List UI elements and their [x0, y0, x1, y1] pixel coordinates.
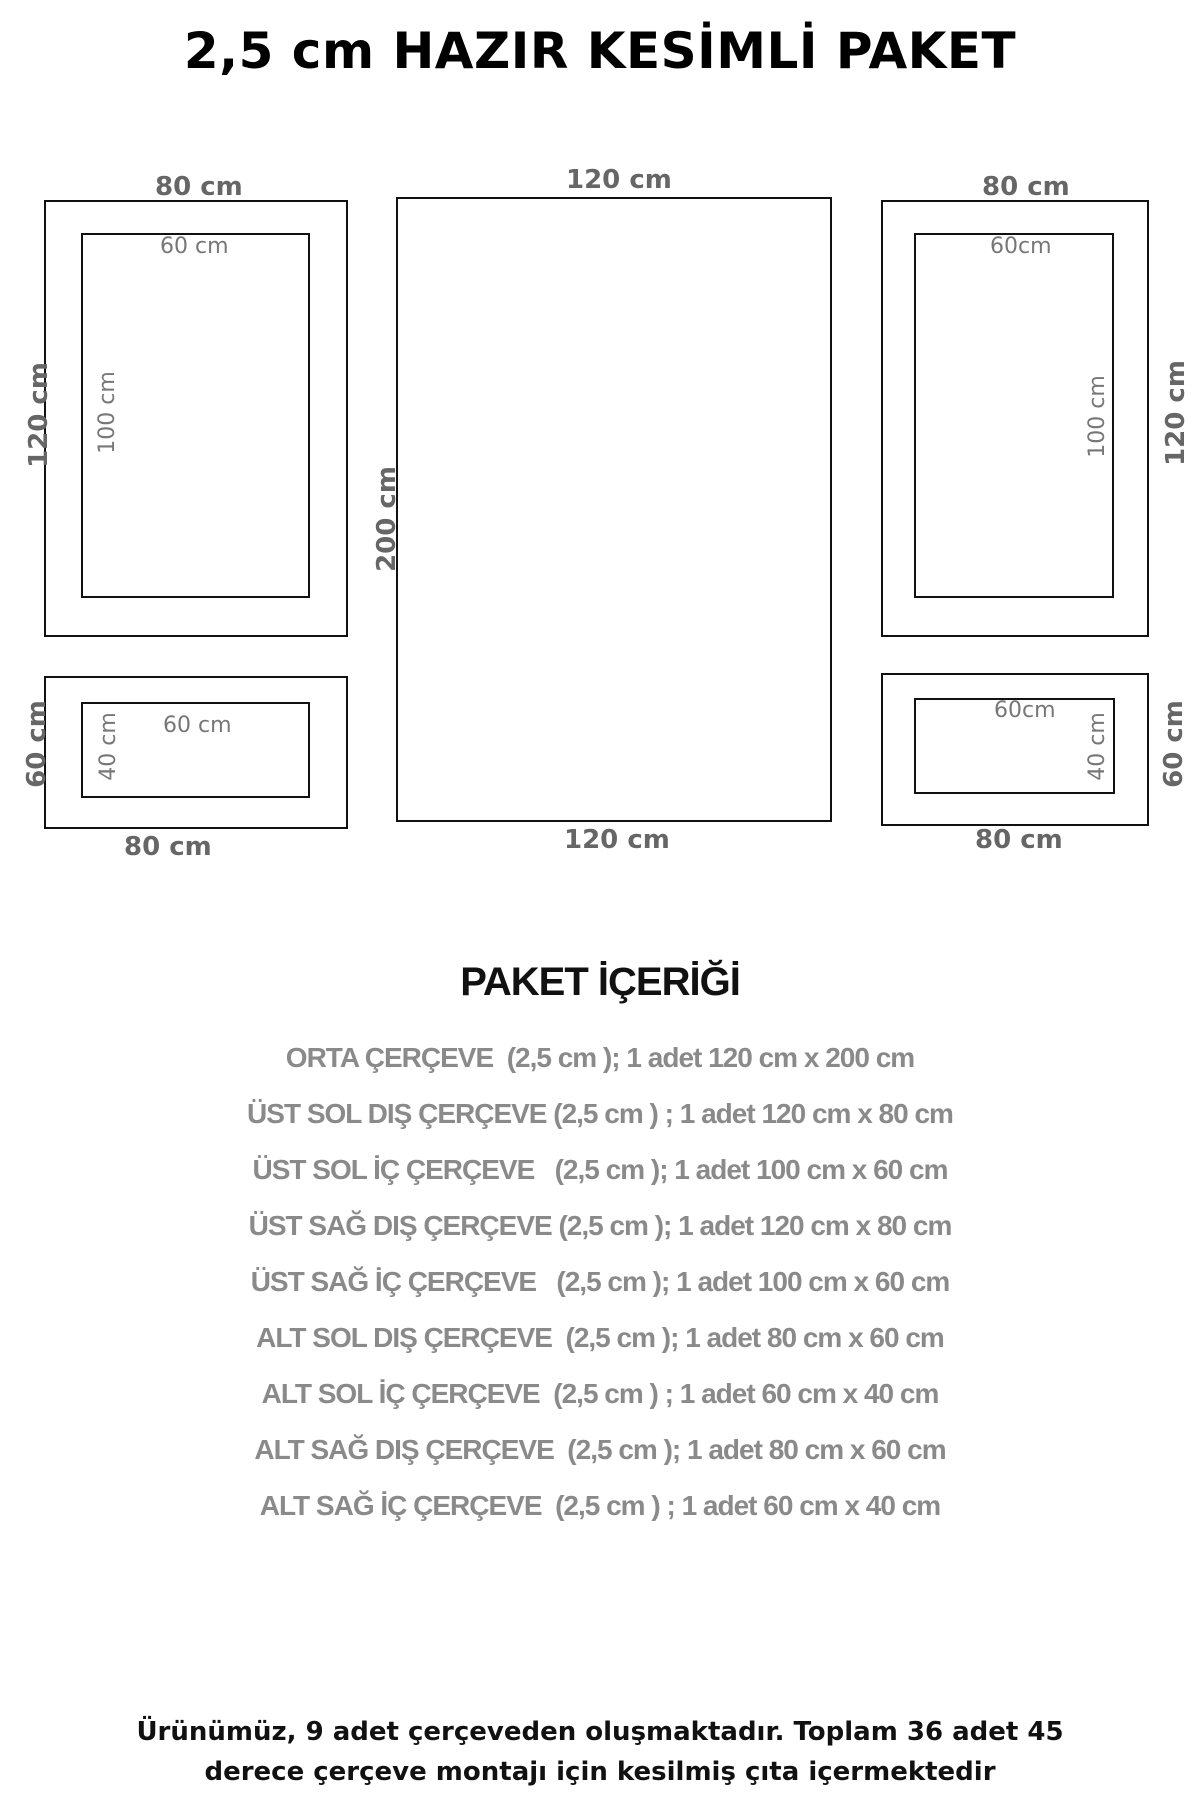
center-bottom-width-label: 120 cm: [564, 825, 670, 855]
lower-left-inner-width-label: 60 cm: [163, 713, 232, 738]
list-item: ALT SOL DIŞ ÇERÇEVE (2,5 cm ); 1 adet 80 cm x 60 cm: [256, 1322, 944, 1353]
page-title: 2,5 cm HAZIR KESİMLİ PAKET: [183, 22, 1017, 80]
package-contents-list: [0, 1030, 1200, 1534]
upper-right-inner-height-label: 100 cm: [1084, 375, 1110, 458]
upper-left-outer-height-label: 120 cm: [23, 362, 54, 468]
lower-right-outer-width-label: 80 cm: [975, 825, 1063, 855]
lower-right-inner-width-label: 60cm: [994, 698, 1056, 723]
lower-right-inner-height-label: 40 cm: [1084, 712, 1110, 781]
list-item: ÜST SOL İÇ ÇERÇEVE (2,5 cm ); 1 adet 100 cm x 60 cm: [252, 1154, 948, 1185]
list-item: ALT SAĞ DIŞ ÇERÇEVE (2,5 cm ); 1 adet 80 cm x 60 cm: [254, 1434, 946, 1465]
list-item: ÜST SAĞ DIŞ ÇERÇEVE (2,5 cm ); 1 adet 120 cm x 80 cm: [248, 1210, 952, 1241]
footer-note: Ürünümüz, 9 adet çerçeveden oluşmaktadır. Toplam 36 adet 45 derece çerçeve montajı için kesilmiş çıta içermektedir: [136, 1717, 1064, 1787]
lower-left-inner-height-label: 40 cm: [95, 712, 121, 781]
upper-right-inner-width-label: 60cm: [990, 234, 1052, 259]
lower-left-outer-width-label: 80 cm: [124, 832, 212, 862]
package-contents-heading: PAKET İÇERİĞİ: [460, 960, 740, 1004]
list-item: ORTA ÇERÇEVE (2,5 cm ); 1 adet 120 cm x 200 cm: [285, 1042, 915, 1073]
list-item: ÜST SAĞ İÇ ÇERÇEVE (2,5 cm ); 1 adet 100 cm x 60 cm: [250, 1266, 950, 1297]
center-frame: [396, 197, 832, 822]
upper-left-outer-width-label: 80 cm: [155, 172, 243, 202]
list-item: ALT SAĞ İÇ ÇERÇEVE (2,5 cm ) ; 1 adet 60 cm x 40 cm: [259, 1490, 941, 1521]
center-height-label: 200 cm: [371, 466, 402, 572]
lower-left-outer-height-label: 60 cm: [21, 700, 52, 788]
list-item: ALT SOL İÇ ÇERÇEVE (2,5 cm ) ; 1 adet 60 cm x 40 cm: [261, 1378, 939, 1409]
lower-right-outer-height-label: 60 cm: [1158, 700, 1189, 788]
list-item: ÜST SOL DIŞ ÇERÇEVE (2,5 cm ) ; 1 adet 120 cm x 80 cm: [247, 1098, 953, 1129]
upper-left-inner-height-label: 100 cm: [94, 371, 120, 454]
center-top-width-label: 120 cm: [566, 165, 672, 195]
upper-right-outer-height-label: 120 cm: [1160, 360, 1191, 466]
upper-left-inner-width-label: 60 cm: [160, 234, 229, 259]
upper-right-outer-width-label: 80 cm: [982, 172, 1070, 202]
